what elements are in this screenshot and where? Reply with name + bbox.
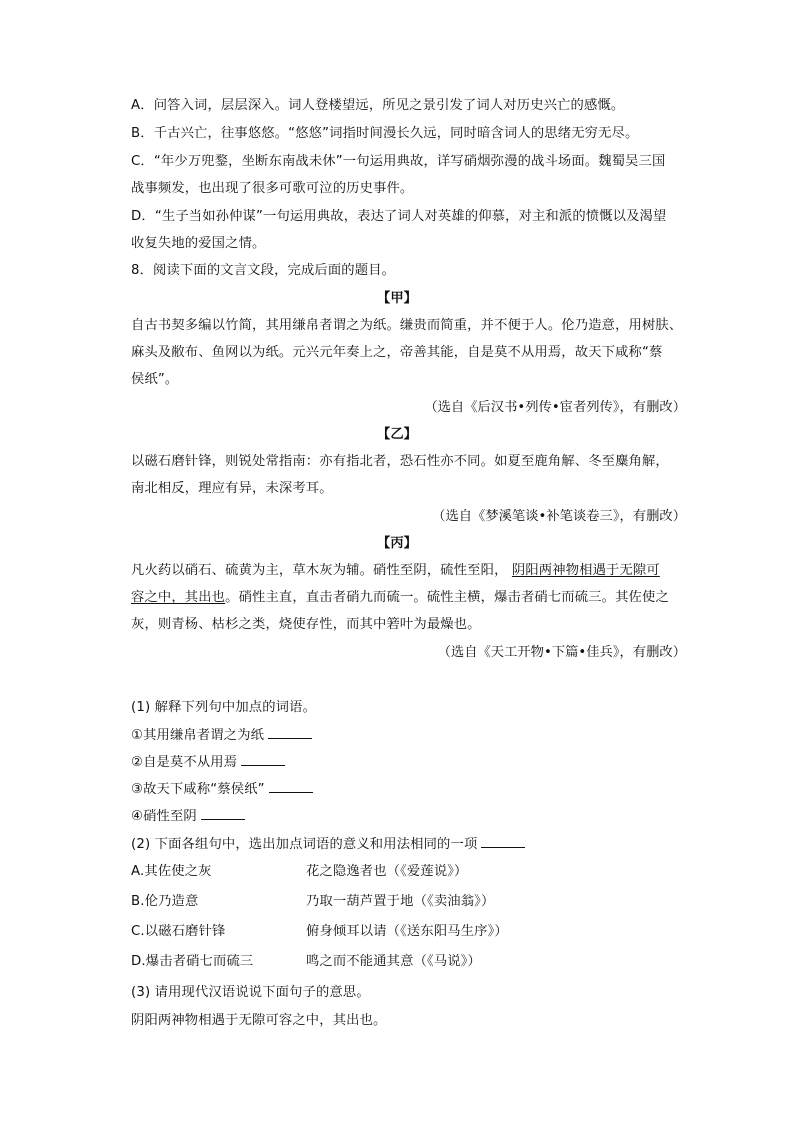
passage-yi-source: （选自《梦溪笔谈•补笔谈卷三》，有删改） xyxy=(432,509,686,524)
underlined-sentence-part: 阴阳两神物相遇于无隙可 xyxy=(511,563,660,578)
passage-bing-source: （选自《天工开物•下篇•佳兵》，有删改） xyxy=(437,645,686,660)
passage-bing-line2 xyxy=(131,589,669,607)
subquestion-2-pair-right: 乃取一葫芦置于地（《卖油翁》） xyxy=(306,894,495,909)
passage-jia-line: 侯纸”。 xyxy=(131,372,179,387)
answer-blank[interactable] xyxy=(201,807,245,820)
passage-bing-text: 凡火药以硝石、硫黄为主，草木灰为辅。硝性至阴，硫性至阳， xyxy=(131,563,508,578)
subquestion-1-title: (1) 解释下列句中加点的词语。 xyxy=(131,700,317,715)
item-text: ③故天下咸称“蔡侯纸” xyxy=(131,782,265,797)
option-d-line2: 收复失地的爱国之情。 xyxy=(131,236,266,251)
underlined-sentence-part: 容之中，其出也 xyxy=(131,590,226,605)
passage-yi-line: 以磁石磨针锋，则锐处常指南：亦有指北者，恐石性亦不同。如夏至鹿角解、冬至麋角解， xyxy=(131,454,669,469)
answer-blank[interactable] xyxy=(268,726,312,739)
subquestion-2-pair xyxy=(131,923,226,941)
answer-blank[interactable] xyxy=(481,835,525,848)
subquestion-1-item xyxy=(131,726,312,745)
item-text: ①其用缣帛者谓之为纸 xyxy=(131,728,265,743)
answer-blank[interactable] xyxy=(241,753,285,766)
passage-jia-heading: 【甲】 xyxy=(377,291,417,306)
subquestion-1-item xyxy=(131,807,245,826)
option-d-line1: D．“生子当如孙仲谋”一句运用典故，表达了词人对英雄的仰慕，对主和派的愤慨以及渴望 xyxy=(131,209,667,224)
passage-jia-line: 麻头及敝布、鱼网以为纸。元兴元年奏上之，帝善其能，自是莫不从用焉，故天下咸称“蔡 xyxy=(131,345,663,360)
subquestion-2-title xyxy=(131,835,525,854)
subquestion-3-sentence: 阴阳两神物相遇于无隙可容之中，其出也。 xyxy=(131,1013,387,1028)
subquestion-2-pair-right: 鸣之而不能通其意（《马说》） xyxy=(306,954,481,969)
subquestion-2-pair-right: 俯身倾耳以请（《送东阳马生序》） xyxy=(306,924,508,939)
pair-left: D.爆击者硝七而硫三 xyxy=(131,954,254,969)
pair-left: C.以磁石磨针锋 xyxy=(131,924,226,939)
subquestion-1-item xyxy=(131,780,313,799)
option-c-line2: 战事频发，也出现了很多可歌可泣的历史事件。 xyxy=(131,181,414,196)
option-b: B．千古兴亡，往事悠悠。“悠悠”词指时间漫长久远，同时暗含词人的思绪无穷无尽。 xyxy=(131,126,639,141)
subquestion-2-pair-right: 花之隐逸者也（《爱莲说》） xyxy=(306,864,468,879)
passage-jia-line: 自古书契多编以竹简，其用缣帛者谓之为纸。缣贵而简重，并不便于人。伦乃造意，用树肤、 xyxy=(131,318,683,333)
subquestion-2-pair xyxy=(131,863,212,881)
pair-left: A.其佐使之灰 xyxy=(131,864,212,879)
option-a: A．问答入词，层层深入。词人登楼望远，所见之景引发了词人对历史兴亡的感慨。 xyxy=(131,98,625,113)
item-text: ②自是莫不从用焉 xyxy=(131,755,238,770)
passage-bing-line3: 灰，则青杨、枯杉之类，烧使存性，而其中箬叶为最燥也。 xyxy=(131,617,481,632)
subquestion-3-title: (3) 请用现代汉语说说下面句子的意思。 xyxy=(131,985,370,1000)
option-c-line1: C．“年少万兜鍪，坐断东南战未休”一句运用典故，详写硝烟弥漫的战斗场面。魏蜀吴三国 xyxy=(131,154,666,169)
passage-jia-source: （选自《后汉书•列传•宦者列传》，有删改） xyxy=(424,400,686,415)
passage-bing-line1 xyxy=(131,562,660,580)
passage-yi-heading: 【乙】 xyxy=(377,427,417,442)
subquestion-1-item xyxy=(131,753,285,772)
answer-blank[interactable] xyxy=(269,780,313,793)
item-text: ④硝性至阴 xyxy=(131,809,197,824)
subquestion-2-pair xyxy=(131,893,198,911)
pair-left: B.伦乃造意 xyxy=(131,894,199,909)
passage-yi-line: 南北相反，理应有异，未深考耳。 xyxy=(131,481,333,496)
subquestion-2-pair xyxy=(131,953,253,971)
question-8-prompt: 8．阅读下面的文言文段，完成后面的题目。 xyxy=(131,263,396,278)
passage-bing-heading: 【丙】 xyxy=(377,536,417,551)
passage-bing-text: 。硝性主直，直击者硝九而硫一。硫性主横，爆击者硝七而硫三。其佐使之 xyxy=(225,590,669,605)
title-text: (2) 下面各组句中，选出加点词语的意义和用法相同的一项 xyxy=(131,837,478,852)
